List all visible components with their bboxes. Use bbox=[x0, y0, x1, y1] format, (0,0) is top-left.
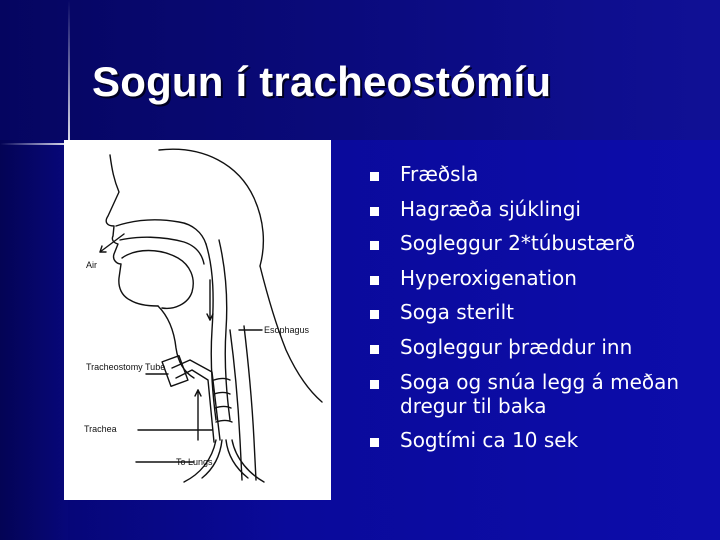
square-bullet-icon bbox=[370, 172, 379, 181]
left-shade bbox=[0, 140, 68, 540]
airway-illustration bbox=[64, 140, 331, 500]
bullet-text: Sogtími ca 10 sek bbox=[400, 428, 579, 453]
square-bullet-icon bbox=[370, 241, 379, 250]
bullet-item bbox=[368, 428, 708, 452]
square-bullet-icon bbox=[370, 310, 379, 319]
slide-title: Sogun í tracheostómíu bbox=[92, 58, 552, 105]
title-divider-horizontal bbox=[0, 143, 70, 145]
square-bullet-icon bbox=[370, 438, 379, 447]
bullet-item bbox=[368, 231, 708, 255]
square-bullet-icon bbox=[370, 207, 379, 216]
bullet-text: Sogleggur 2*túbustærð bbox=[400, 231, 636, 256]
label-esophagus: Esophagus bbox=[264, 325, 310, 335]
title-divider-vertical bbox=[68, 0, 70, 140]
bullet-text: Sogleggur þræddur inn bbox=[400, 334, 633, 359]
bullet-list bbox=[368, 162, 708, 463]
label-to-lungs: To Lungs bbox=[176, 457, 213, 467]
square-bullet-icon bbox=[370, 276, 379, 285]
anatomy-diagram bbox=[64, 140, 331, 500]
bullet-item bbox=[368, 162, 708, 186]
bullet-text: Fræðsla bbox=[400, 162, 479, 186]
bullet-item bbox=[368, 370, 708, 418]
label-tracheostomy-tube: Tracheostomy Tube bbox=[86, 362, 166, 372]
bullet-item bbox=[368, 335, 708, 359]
bullet-text: Hyperoxigenation bbox=[400, 265, 577, 290]
bullet-text: Soga og snúa legg á meðan dregur til baka bbox=[400, 369, 680, 418]
square-bullet-icon bbox=[370, 345, 379, 354]
bullet-item bbox=[368, 197, 708, 221]
bullet-text: Soga sterilt bbox=[400, 300, 514, 325]
bullet-item bbox=[368, 266, 708, 290]
square-bullet-icon bbox=[370, 380, 379, 389]
bullet-item bbox=[368, 300, 708, 324]
label-air: Air bbox=[86, 260, 97, 270]
bullet-text: Hagræða sjúklingi bbox=[400, 196, 581, 221]
label-trachea: Trachea bbox=[84, 424, 117, 434]
